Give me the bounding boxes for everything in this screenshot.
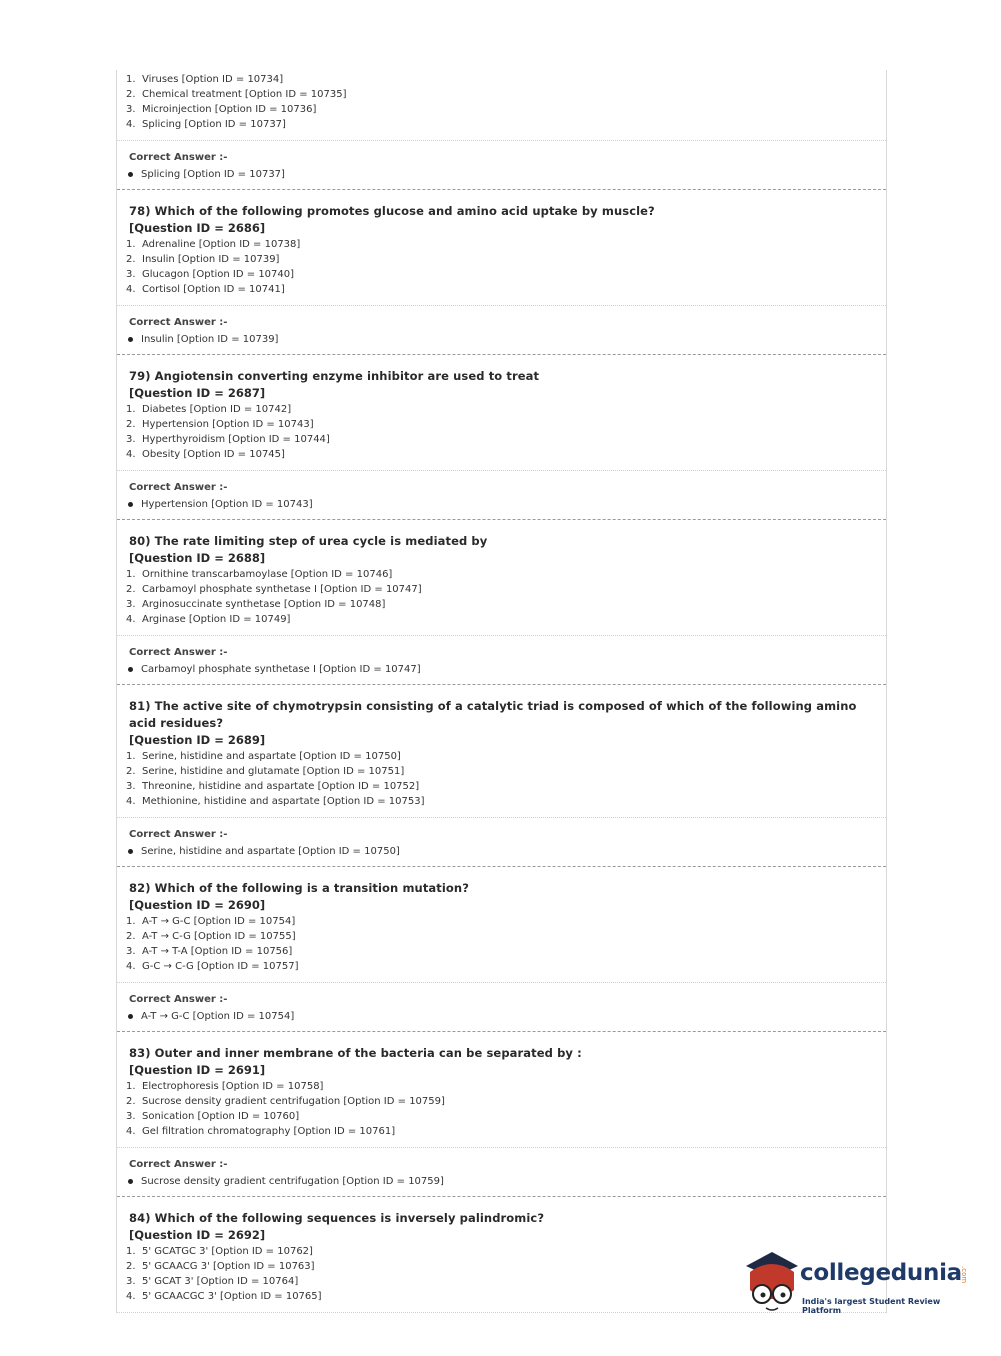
- question-section: [117, 867, 886, 983]
- question-section: [117, 355, 886, 471]
- question-id: [Question ID = 2692]: [129, 1228, 266, 1242]
- option-item: 3. 5' GCAT 3' [Option ID = 10764]: [126, 1276, 299, 1287]
- question-title: 83) Outer and inner membrane of the bacteria can be separated by :: [129, 1046, 582, 1060]
- correct-answer: Sucrose density gradient centrifugation [Option ID = 10759]: [126, 1173, 886, 1190]
- option-item: 2. A-T → C-G [Option ID = 10755]: [126, 931, 296, 942]
- correct-answer-section: [117, 636, 886, 684]
- correct-answer: A-T → G-C [Option ID = 10754]: [126, 1008, 886, 1025]
- question-title: 82) Which of the following is a transition mutation?: [129, 881, 469, 895]
- correct-answer-label: Correct Answer :-: [129, 317, 228, 328]
- correct-answer-label: Correct Answer :-: [129, 1159, 228, 1170]
- option-item: 2. Hypertension [Option ID = 10743]: [126, 419, 314, 430]
- brand-tagline: India's largest Student Review Platform: [802, 1297, 941, 1315]
- bullet-icon: [128, 849, 133, 854]
- correct-answer: Serine, histidine and aspartate [Option ID = 10750]: [126, 843, 886, 860]
- option-item: 1. Diabetes [Option ID = 10742]: [126, 404, 292, 415]
- option-item: 1. Adrenaline [Option ID = 10738]: [126, 239, 301, 250]
- option-item: 4. Methionine, histidine and aspartate [Option ID = 10753]: [126, 796, 425, 807]
- option-item: 4. 5' GCAACGC 3' [Option ID = 10765]: [126, 1291, 322, 1302]
- question-section: [117, 190, 886, 306]
- correct-answer: Splicing [Option ID = 10737]: [126, 166, 886, 183]
- question-id: [Question ID = 2690]: [129, 898, 266, 912]
- question-title: 81) The active site of chymotrypsin consisting of a catalytic triad is composed of which of the following amino acid residues?: [129, 699, 857, 730]
- correct-answer-section: [117, 1148, 886, 1196]
- option-item: 4. Cortisol [Option ID = 10741]: [126, 284, 285, 295]
- correct-answer-label: Correct Answer :-: [129, 152, 228, 163]
- option-item: 3. Glucagon [Option ID = 10740]: [126, 269, 295, 280]
- question-block-78: [117, 190, 886, 355]
- option-item: 2. 5' GCAACG 3' [Option ID = 10763]: [126, 1261, 315, 1272]
- question-title: 84) Which of the following sequences is inversely palindromic?: [129, 1211, 545, 1225]
- bullet-icon: [128, 1179, 133, 1184]
- correct-answer-section: [117, 141, 886, 189]
- option-item: 2. Chemical treatment [Option ID = 10735]: [126, 89, 347, 100]
- mascot-icon: [742, 1250, 802, 1314]
- correct-answer: Insulin [Option ID = 10739]: [126, 331, 886, 348]
- option-item: 2. Serine, histidine and glutamate [Option ID = 10751]: [126, 766, 405, 777]
- question-block-80: [117, 520, 886, 685]
- bullet-icon: [128, 337, 133, 342]
- option-list: [126, 567, 886, 627]
- question-block-81: [117, 685, 886, 867]
- question-block-77: [117, 70, 886, 190]
- option-item: 2. Sucrose density gradient centrifugation [Option ID = 10759]: [126, 1096, 445, 1107]
- option-item: 4. Obesity [Option ID = 10745]: [126, 449, 285, 460]
- question-block-83: [117, 1032, 886, 1197]
- bullet-icon: [128, 172, 133, 177]
- correct-answer-section: [117, 983, 886, 1031]
- question-block-79: [117, 355, 886, 520]
- option-item: 1. Ornithine transcarbamoylase [Option ID = 10746]: [126, 569, 393, 580]
- option-item: 1. Electrophoresis [Option ID = 10758]: [126, 1081, 324, 1092]
- question-id: [Question ID = 2688]: [129, 551, 266, 565]
- option-item: 3. Threonine, histidine and aspartate [Option ID = 10752]: [126, 781, 420, 792]
- question-section: [117, 685, 886, 818]
- question-id: [Question ID = 2689]: [129, 733, 266, 747]
- option-list: [126, 1079, 886, 1139]
- option-list: [126, 402, 886, 462]
- question-block-82: [117, 867, 886, 1032]
- option-item: 4. G-C → C-G [Option ID = 10757]: [126, 961, 299, 972]
- option-list: [126, 72, 886, 132]
- option-item: 2. Insulin [Option ID = 10739]: [126, 254, 280, 265]
- option-list: [126, 749, 886, 809]
- option-item: 3. Arginosuccinate synthetase [Option ID = 10748]: [126, 599, 386, 610]
- option-item: 1. Serine, histidine and aspartate [Option ID = 10750]: [126, 751, 401, 762]
- correct-answer-label: Correct Answer :-: [129, 482, 228, 493]
- question-title: 78) Which of the following promotes glucose and amino acid uptake by muscle?: [129, 204, 655, 218]
- question-id: [Question ID = 2686]: [129, 221, 266, 235]
- correct-answer-label: Correct Answer :-: [129, 829, 228, 840]
- question-id: [Question ID = 2691]: [129, 1063, 266, 1077]
- option-item: 1. Viruses [Option ID = 10734]: [126, 74, 284, 85]
- option-item: 1. 5' GCATGC 3' [Option ID = 10762]: [126, 1246, 313, 1257]
- correct-answer-section: [117, 818, 886, 866]
- question-id: [Question ID = 2687]: [129, 386, 266, 400]
- option-item: 4. Gel filtration chromatography [Option ID = 10761]: [126, 1126, 396, 1137]
- question-section: [117, 1032, 886, 1148]
- question-title: 80) The rate limiting step of urea cycle is mediated by: [129, 534, 488, 548]
- correct-answer: Hypertension [Option ID = 10743]: [126, 496, 886, 513]
- option-item: 4. Splicing [Option ID = 10737]: [126, 119, 286, 130]
- correct-answer: Carbamoyl phosphate synthetase I [Option ID = 10747]: [126, 661, 886, 678]
- option-item: 4. Arginase [Option ID = 10749]: [126, 614, 291, 625]
- correct-answer-section: [117, 471, 886, 519]
- option-list: [126, 914, 886, 974]
- brand-suffix: .com: [960, 1266, 968, 1284]
- option-item: 3. Sonication [Option ID = 10760]: [126, 1111, 300, 1122]
- correct-answer-section: [117, 306, 886, 354]
- question-section: [117, 520, 886, 636]
- bullet-icon: [128, 502, 133, 507]
- correct-answer-label: Correct Answer :-: [129, 994, 228, 1005]
- bullet-icon: [128, 1014, 133, 1019]
- question-document: [116, 70, 887, 1313]
- option-item: 2. Carbamoyl phosphate synthetase I [Option ID = 10747]: [126, 584, 422, 595]
- collegedunia-logo: [742, 1250, 972, 1320]
- option-list: [126, 237, 886, 297]
- option-item: 3. Microinjection [Option ID = 10736]: [126, 104, 317, 115]
- question-title: 79) Angiotensin converting enzyme inhibitor are used to treat: [129, 369, 540, 383]
- option-item: 3. A-T → T-A [Option ID = 10756]: [126, 946, 293, 957]
- brand-name: collegedunia: [800, 1260, 962, 1286]
- bullet-icon: [128, 667, 133, 672]
- options-section: [117, 70, 886, 141]
- option-item: 3. Hyperthyroidism [Option ID = 10744]: [126, 434, 330, 445]
- correct-answer-label: Correct Answer :-: [129, 647, 228, 658]
- option-item: 1. A-T → G-C [Option ID = 10754]: [126, 916, 296, 927]
